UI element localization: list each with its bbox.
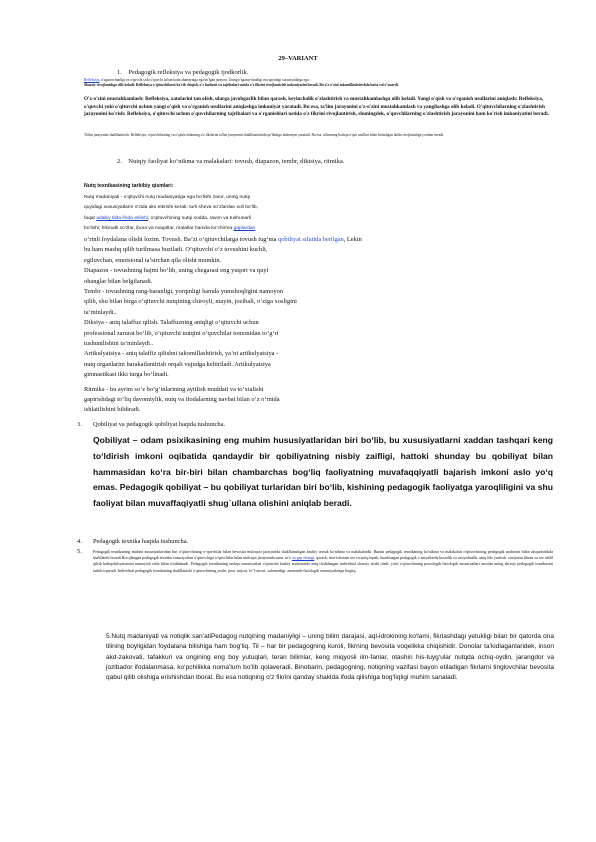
qobiliyat-definition: Qobiliyat – odam psixikasining eng muhim hususiyatlaridan biri bo‘lib, bu xususiyatlarni xaddan tashqari keng to‘ldirish imkoni oqibatida qandaydir bir qobiliyatning nisbiy zaifligi, hattoki shunday bu qobiliyat bilan hammasidan ko‘ra bir-biri bilan chambarchas bog‘liq faoliyatning muvafaqqiyatli bajarish imkoni aslo yo‘q emas. Pedagogik qobiliyat – bu qobiliyat turlaridan biri bo‘lib, kishining pedagogik faoliyatga yaroqliligini va shu faoliyat bilan muvaffaqiyatli shug`ullana olishini aniqlab beradi. xyxy=(93,435,553,509)
ritmika-line: Ritmika - bu ayrim so‘z bo‘g‘inlarining aytilish muddati va to‘xtalishi xyxy=(84,386,264,393)
question-2 xyxy=(117,158,547,165)
question-2-text: Nutqiy faoliyat ko‘nikma va malakalari: tovush, diapazon, tembr, diktsiya, ritmika. xyxy=(128,158,345,165)
question-1-text: Pedagogik refleksiya va pedagogik ijodkorlik. xyxy=(128,69,249,76)
question-3-number: 3. xyxy=(77,421,82,428)
voice-characteristics xyxy=(84,235,484,381)
nutq-section-title: Nutq texnikasining tarkibiy qismlari: xyxy=(84,183,174,189)
reflection-link[interactable]: Refleksiya xyxy=(84,78,100,82)
main-line: egiluvchan, emotsional ta’sirchan qila olishi mumkin. xyxy=(84,256,222,264)
main-line: Diapazon - tovushning hajmi bo‘lib, uning chegarasi eng yuqori va quyi xyxy=(84,267,269,275)
main-line: ta’minlaydi.. xyxy=(84,308,117,316)
main-line: tushunilishini ta’minlaydi.. xyxy=(84,340,154,348)
ritmika-line: ishlatilishini bildiradi. xyxy=(84,406,141,413)
main-line: qilib, shu bilan birga o‘qituvchi nutqining chiroyli, mayin, jozibali, o‘ziga xosligini xyxy=(84,298,297,306)
question-3 xyxy=(77,421,553,428)
ritmika-line: gapirishdagi to‘liq davomiylik, nutq va ifodalarning navbat bilan o‘z o‘rnida xyxy=(84,396,280,403)
adabiy-til-link[interactable]: adabiy tilda ifoda etilishi xyxy=(96,215,148,221)
reflection-line-2: Shaxsiy rivojlanishga olib keladi: Refleksiya o'qituvchilarni ko'rib chiqish, o'z faoliyati va tajribalari ustida o'z fikrini rivojlantirish imkoniyatini beradi. Bu o'z-o'zini takomillashtirishda katta rol o'ynaydi. xyxy=(84,83,399,87)
reflection-small-text xyxy=(84,78,554,88)
main-line: Diksiya - aniq talaffuz qilish. Talaffuzning aniqligi o‘qituvchi uchun xyxy=(84,319,259,327)
question-5: 5. Pedagogik texnikaning muhim xususiyatlaridan biri o'qituvchining o‘quvchilar bilan bevosita muloqoti jarayonida shakllanadigan kasbiy texnik ko'nikma va malakalardir. Bunda pedagogik texnikaning ko'nikma va malakalari o'qituvchining pedagogik mahorati bilan aloqadorlikda shakllanib boradi.Rivojlangan pedagogik texnika xususiyatlari o'qituvchiga o‘quvchilar bilan muloqot jarayonida zarur so'z va gap ohangi, qarash, imo-ishorani tez va aniq topish, kuzilmagan pedagogik v aziyatlarda hostalik va osoyishtalik, aniq fikr yuritish, vaziyatni fikran va tez tahlil qilish kabiqobiliyatomini namoyish etish bilan ifodalanadi. Pedagogik texnikaning tashqu xususiyatlari o'qituvchi kasbiy mahoratida aniq ifodalangan individual shaxsiy shakl oladi, ya'ni o'qituvchining psixologik-fiziologik xususiyatlari asosida uning shixsiy pedagogik texnikasini tarkib topiradi. Individual pedagogik texnikaning shakllanishi o‘qituvchining yoshi, jinsi, mijozi, fe’l-atvori, salomatligi, anatomik-fiziologik xususiyatlariga bogiiq. xyxy=(77,548,553,573)
question-4-text: Pedagogik texnika haqida tushuncha. xyxy=(93,538,189,545)
gaplardan-link[interactable]: gaplardan xyxy=(233,225,256,231)
question-1 xyxy=(117,69,547,76)
qobiliyat-highlight: qobiliyat sifatida berilgan xyxy=(278,236,344,243)
question-2-number: 2. xyxy=(117,158,122,165)
reflection-tail: Ta'lim jarayonini shakllantirish: Refleksiya, o'quvchilarning va o'qituvchilarning o'z fikrlarini ta'lim jarayonini shakllantirishda qo'llashga imkoniyat yaratadi. Bu esa, ta'limning boshqa o'quv usullari bilan birlashgan holda rivojlanishga yordam beradi. xyxy=(84,133,445,137)
nutq-line-1: Nutq madaniyati - o’qituvchi nutq madaniyatiga ega bo’lishi zarur, uning nutqi xyxy=(84,195,251,200)
reflection-line-1: Refleksiya, o'zgaruvchanligi va o'quvchi yoki o'quvchi uchun katta ahamiyatga ega bo'lgan jarayon. Uning o'zgaruvchanligi esa quyidagi xususiyatlarga ega: xyxy=(84,78,310,82)
reflection-bold-paragraph: O'z-o'zini mustahkamlash: Refleksiya, xatolarini tan olish, ularga javobgarlik bilan qarash, keyinchalik o'zlashtirish va mustahkamlashga olib keladi. Yangi o'qish va o'rganish usullarini aniqlash: Refleksiya, o'quvchi yoki o'qituvchi uchun yangi o'qish va o'rganish usullarini aniqlashga imkoniyat yaratadi. Bu esa, ta'lim jarayonini o'z-o'zini mustahkamlash va yangilashga olib keladi. O'qituvchilarning o'zlashtirish jarayonini ko'rish: Refleksiya, o'qituvchi uchun o'quvchilarning tajribalari va o'rganishlari ustida o'z fikrini rivojlantirish, shuningdek, o'quvchilarning o'zlashtirish jarayonini ham ko'rish imkoniyatini beradi. xyxy=(84,96,549,118)
main-line: gimnastikasi ikki turga bo‘linadi. xyxy=(84,371,169,379)
question-4 xyxy=(77,538,553,545)
main-line: Artikulyatsiya - aniq talaffiz qilishni takomillashtirish, ya’ni artikulyatsiya - xyxy=(84,350,279,358)
question-3-text: Qobiliyat va pedagogik qobiliyat haqida tushuncha. xyxy=(93,421,226,428)
nutq-madaniyati-paragraph: 5.Nutq madaniyati va notiqlik san’atiPedagog nutqining madaniyligi – uning bilim darajasi, aql-idrokining ko‘lami, fikrlashdagi yetukligi bilan bir qatorda ona tilining boyligidan foydalana bilishiga ham bog‘liq. Til – har bir pedagogning kuroli, fikrning bevosita voqelikka chiqishidir. Donolar ta’kidlaganlaridek, inson akd-zakovati, tafakkuri va ongining eng boy yutuqlari, teran bilimlar, keng miqyosli ilm-fanlar, otashin his-tuyg‘ular nutqda ochiq-oydin, jarangdor va jozibador ifodalanmasa, ko‘pchilikka noma’lum bo‘lib qolaveradi. Binobarin, pedagogning, notiqning vazifasi bayon etiladigan fikrlarni tinglovchilar bevosita qabul qilib olishiga erishishdan iborat. Bu esa notiqning o‘z fikrini qanday shaklda ifoda qilishiga bog‘liqligi muhim sanaladi. xyxy=(106,633,554,682)
main-line: ohanglar bilan belgilanadi. xyxy=(84,277,153,285)
question-5-number: 5. xyxy=(77,548,82,555)
nutq-line-3: faqat adabiy tilda ifoda etilishi; o’qituvchining nutqi sodda, ravon va tushunarli xyxy=(84,215,251,221)
nutq-line-2: quyidagi xususiyatlarni o’zida aks ettirishi kerak: turli sheva so’zlardan xoli bo’lib, xyxy=(84,205,258,211)
question-1-number: 1. xyxy=(117,69,122,76)
question-4-number: 4. xyxy=(77,538,82,545)
main-line: professional zarurat bo‘lib, o‘qituvchi nutqini o‘quvchilar tomonidan to‘g‘ri xyxy=(84,329,279,337)
main-line: Tembr - tovushning rang-baranligi, yorqinligi hamda yumshoqligini namoyon xyxy=(84,288,284,296)
nutq-line-4: bo’lishi; hikmatli so’zlar, ibora va maqollar, matallar hamda ko’chirma gaplardan xyxy=(84,225,256,231)
main-line: o‘rinli foydalana olishi lozim. Tovush. Ba’zi o‘qituvchilarga tovush tug‘ma qobiliyat sifatida berilgan, Lekin xyxy=(84,236,362,243)
main-line: nutq organlarini harakatlantirish orqali vujudga keltiriladi. Artikulyatsiya xyxy=(84,360,271,368)
variant-title: 29–VARIANT xyxy=(278,55,318,62)
ritmika-paragraph xyxy=(84,385,484,415)
gap-ohangi-link[interactable]: va gap ohangi xyxy=(291,555,315,561)
nutq-paragraph xyxy=(84,193,354,234)
main-line: bu ham mashq qilib turilmasa buziladi. O‘qituvchi o‘z tovushini kuchli, xyxy=(84,246,268,254)
